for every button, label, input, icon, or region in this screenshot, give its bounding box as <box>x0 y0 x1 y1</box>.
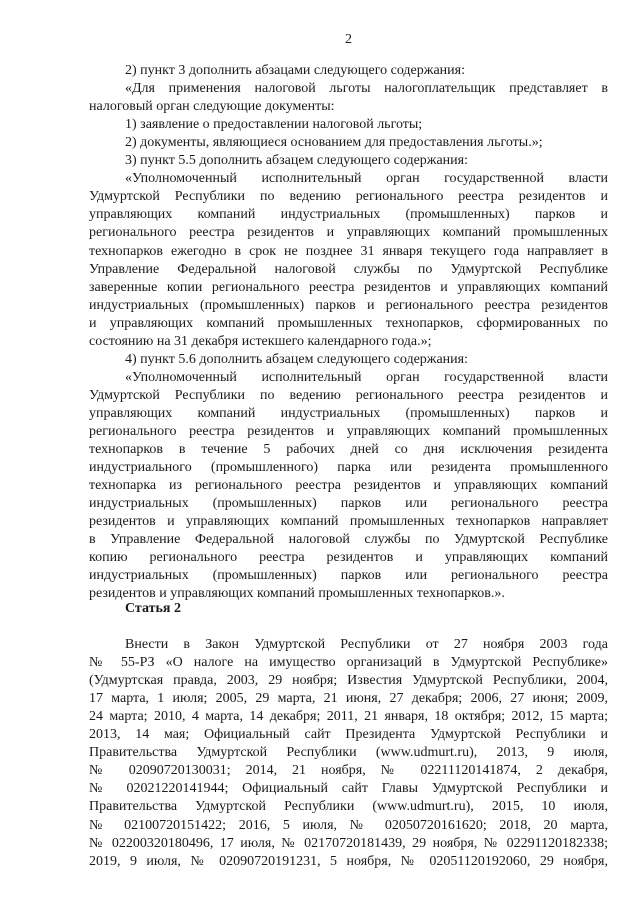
text-line: налоговый орган следующие документы: <box>89 99 335 115</box>
text-line: регионального реестра резидентов и управляющих компаний промышленных <box>89 225 608 241</box>
text-line: Удмуртской Республики по ведению регионального реестра резидентов и <box>89 189 608 205</box>
text-line: регионального реестра резидентов и управляющих компаний промышленных <box>89 424 608 439</box>
text-line: индустриальных (промышленных) парков или регионального реестра <box>89 568 608 584</box>
text-line: «Для применения налоговой льготы налогоплательщик представляет в <box>125 81 608 97</box>
text-line: № 02200320180496, 17 июля, № 02170720181439, 29 ноября, № 02291120182338; <box>89 835 608 851</box>
text-line: управляющих компаний индустриальных (промышленных) парков и <box>89 207 608 223</box>
text-line: состоянию на 31 декабря истекшего календарного года.»; <box>89 333 432 349</box>
text-line: 24 марта; 2010, 4 марта, 14 декабря; 2011, 21 января, 18 октября; 2012, 15 марта; <box>89 709 608 725</box>
text-line: резидентов и управляющих компаний промышленных технопарков.». <box>89 586 505 602</box>
text-line: технопарков ежегодно в срок не позднее 31 января текущего года направляет в <box>89 243 608 259</box>
text-line: № 02021220141944; Официальный сайт Главы Удмуртской Республики и <box>89 781 608 797</box>
text-line: Правительства Удмуртской Республики (www.udmurt.ru), 2015, 10 июля, <box>89 799 608 815</box>
text-line: № 55-РЗ «О налоге на имущество организаций в Удмуртской Республике» <box>89 655 608 671</box>
text-line: 2) документы, являющиеся основанием для предоставления льготы.»; <box>125 135 543 151</box>
text-line: управляющих компаний индустриальных (промышленных) парков и <box>89 405 608 421</box>
text-line: заверенные копии регионального реестра резидентов и управляющих компаний <box>89 279 608 295</box>
page-number: 2 <box>345 32 352 47</box>
text-line: 2013, 14 мая; Официальный сайт Президента Удмуртской Республики и <box>89 727 608 743</box>
text-line: № 02100720151422; 2016, 5 июля, № 02050720161620; 2018, 20 марта, <box>89 817 608 833</box>
text-line: Внести в Закон Удмуртской Республики от 27 ноября 2003 года <box>125 637 608 652</box>
text-line: индустриальных (промышленных) парков или регионального реестра <box>89 496 608 512</box>
text-line: индустриального (промышленного) парка или резидента промышленного <box>89 460 608 476</box>
text-line: технопарков в течение 5 рабочих дней со дня исключения резидента <box>89 442 608 458</box>
text-line: в Управление Федеральной налоговой службы по Удмуртской Республике <box>89 532 608 548</box>
text-line: № 02090720130031; 2014, 21 ноября, № 02211120141874, 2 декабря, <box>89 763 608 779</box>
text-line: технопарка из регионального реестра резидентов и управляющих компаний <box>89 478 608 494</box>
text-line: Управление Федеральной налоговой службы по Удмуртской Республике <box>89 261 608 277</box>
text-line: 2) пункт 3 дополнить абзацами следующего содержания: <box>125 63 465 78</box>
text-line: 17 марта, 1 июля; 2005, 29 марта, 21 июня, 27 декабря; 2006, 27 июня; 2009, <box>89 691 608 707</box>
text-line: 2019, 9 июля, № 02090720191231, 5 ноября, № 02051120192060, 29 ноября, <box>89 853 608 869</box>
text-line: резидентов и управляющих компаний промышленных технопарков направляет <box>89 514 608 530</box>
text-line: «Уполномоченный исполнительный орган государственной власти <box>125 369 608 385</box>
text-line: (Удмуртская правда, 2003, 29 ноября; Известия Удмуртской Республики, 2004, <box>89 673 608 689</box>
text-line: и управляющих компаний промышленных технопарков, сформированных по <box>89 315 608 331</box>
article-heading: Статья 2 <box>125 601 181 616</box>
text-line: Правительства Удмуртской Республики (www.udmurt.ru), 2013, 9 июля, <box>89 745 608 761</box>
text-line: индустриальных (промышленных) парков и регионального реестра резидентов <box>89 297 608 313</box>
text-line: «Уполномоченный исполнительный орган государственной власти <box>125 171 608 187</box>
text-line: Удмуртской Республики по ведению регионального реестра резидентов и <box>89 387 608 403</box>
text-line: 4) пункт 5.6 дополнить абзацем следующего содержания: <box>125 351 468 367</box>
text-line: 1) заявление о предоставлении налоговой льготы; <box>125 117 423 133</box>
text-line: копию регионального реестра резидентов и управляющих компаний <box>89 550 608 566</box>
text-line: 3) пункт 5.5 дополнить абзацем следующего содержания: <box>125 153 468 169</box>
